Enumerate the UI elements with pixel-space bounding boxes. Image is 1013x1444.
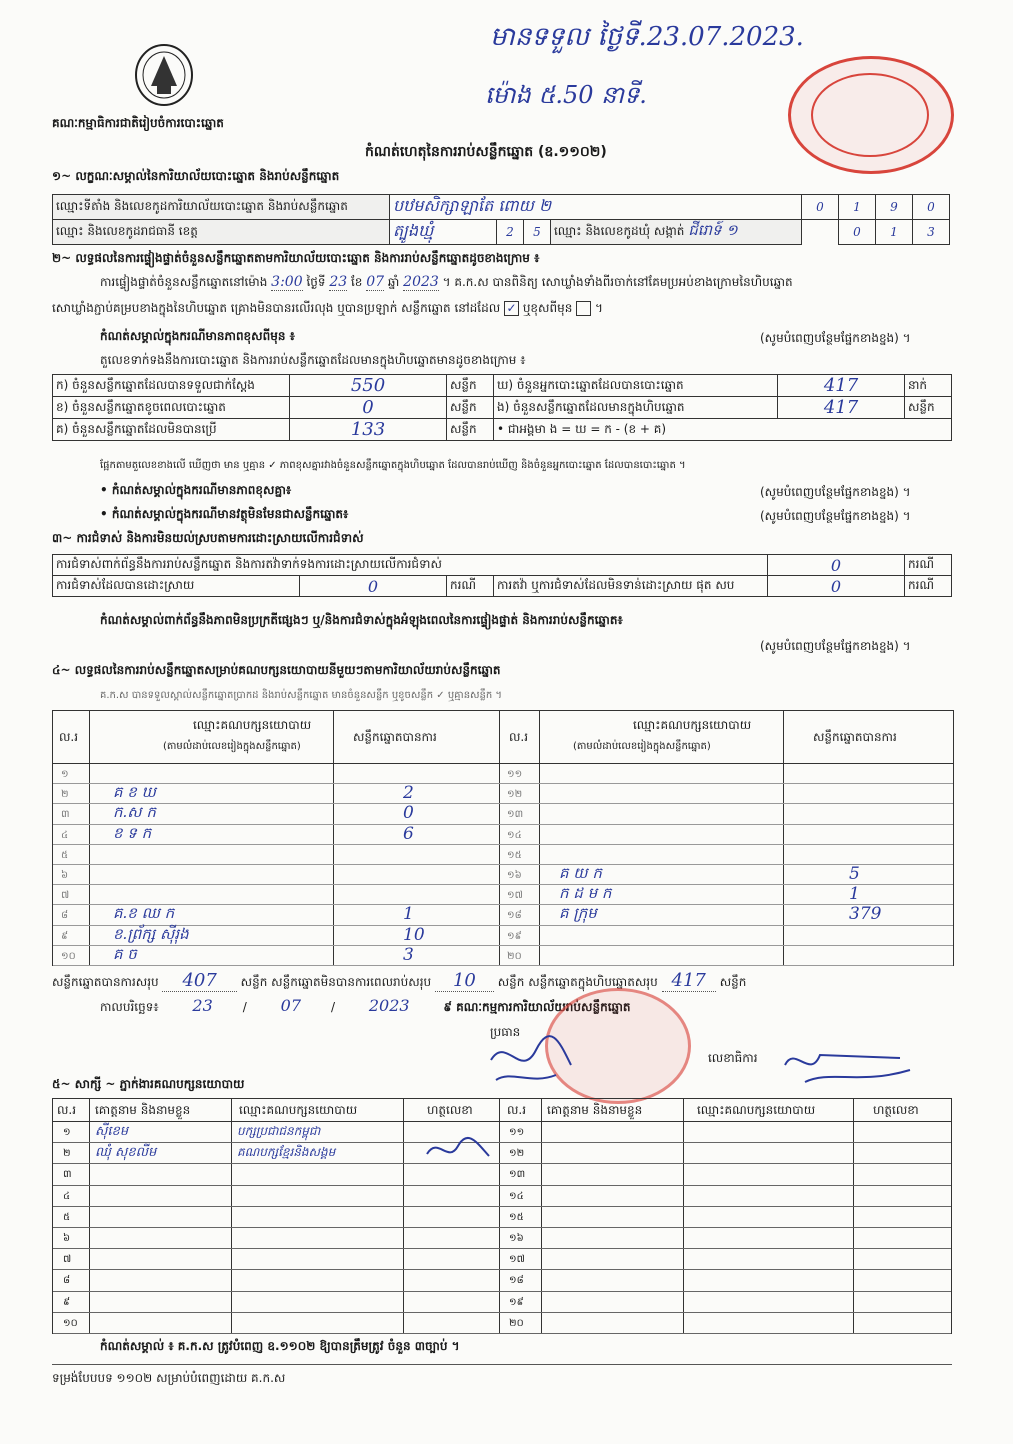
witness-row-name: ស៊ីខេម [95,1124,129,1139]
location-code-3: 9 [876,195,913,220]
voters-value: 417 [778,375,905,397]
party-row-no: ៨ [61,910,69,922]
witness-row-no: ៣ [63,1169,72,1181]
party-row-no: ១៨ [507,910,522,922]
received-note-2: ម៉ោង ៥.50 នាទី. [485,81,647,109]
party-row-votes: 5 [849,864,860,884]
same-checkbox[interactable]: ✓ [504,301,519,316]
location-value: បឋមសិក្សាឡាតែ ពោយ ២ [390,195,802,220]
party-row-no: ១៧ [507,890,523,902]
objections-count: 0 [768,555,905,576]
witness-row-no-right: ១៤ [509,1190,524,1202]
witness-row-no: ១ [63,1127,71,1138]
party-row-no: ៣ [61,809,70,821]
party-row-no: ២ [61,789,69,801]
section1-table [52,194,950,245]
province-value: ត្បូងឃ្មុំ [390,220,497,245]
actual-ballots-value: 550 [290,375,447,397]
party-row-votes: 1 [403,904,414,925]
resolved-count: 0 [300,576,447,597]
location-code-1: 0 [802,195,839,220]
party-row-no: ១៣ [507,809,524,821]
received-note-1: មានទទួល ថ្ងៃទី.23.07.2023. [490,22,804,52]
bullet-object: • កំណត់សម្គាល់ក្នុងករណីមានវត្ថុមិនមែនជាសន្លឹកឆ្នោត៖ [100,507,349,521]
witness-signature [423,1134,493,1172]
party-row-votes: 379 [849,904,882,925]
date-day: 23 [192,996,213,1015]
commune-label: ឈ្មោះ និងលេខកូដឃុំ សង្កាត់ ជីរោទ៍ ១ [551,220,802,245]
objection-table: ការជំទាស់ពាក់ព័ន្ធនឹងការរាប់សន្លឹកឆ្នោត និងការតវ៉ាទាក់ទងការដោះស្រាយលើការជំទាស់ 0 ករណី ការជំទាស់ដែលបានដោះស្រាយ 0 ករណី ការតវ៉ា ឬការជំទាស់ដែលមិនទាន់ដោះស្រាយ ផុត សប 0 ករណី [52,554,952,597]
party-row-no: ១ [61,769,69,780]
unresolved-count: 0 [768,576,905,597]
witness-row-no-right: ១២ [509,1148,525,1160]
witness-row-no-right: ១៩ [509,1296,524,1308]
party-row-name: គ យ ក [559,864,602,882]
party-row-votes: 0 [403,803,414,824]
witness-row-no: ២ [63,1148,71,1160]
witness-row-party: គណបក្សខ្មែរនិងសង្គម [237,1145,336,1160]
section4-subtitle: គ.ក.ស បានទទួលស្គាល់សន្លឹកឆ្នោតប្រាកដ និងរាប់សន្លឹកឆ្នោត មានចំនួនសន្លឹក ឬខូចសន្លឹក ✓ ឬគ្មានសន្លឹក ។ [100,690,503,701]
official-stamp-top [788,56,954,174]
party-row-no: ៦ [61,870,69,881]
party-row-no: ៥ [61,849,69,861]
province-code-2: 5 [524,220,551,245]
witness-row-no: ៦ [63,1233,71,1244]
witness-row-no-right: ១៥ [509,1211,524,1223]
results-table: ក) ចំនួនសន្លឹកឆ្នោតដែលបានទទួលជាក់ស្តែង 550 សន្លឹក ឃ) ចំនួនអ្នកបោះឆ្នោតដែលបានបោះឆ្នោត 417 នាក់ ខ) ចំនួនសន្លឹកឆ្នោតខូចពេលបោះឆ្នោត 0 សន្លឹក ង) ចំនួនសន្លឹកឆ្នោតដែលមានក្នុងហិបឆ្នោត 417 សន្លឹក គ) ចំនួនសន្លឹកឆ្នោតដែលមិនបានប្រើ 133 សន្លឹក • ជាអង្គមា ង = ឃ = ក - (ខ + គ) [52,374,952,441]
secretary-label: លេខាធិការ [708,1051,758,1065]
form-title: កំណត់ហេតុនៃការរាប់សន្លឹកឆ្នោត (ឧ.១១០២) [365,144,607,160]
party-row-no: ១៦ [507,870,522,881]
commune-code-1: 0 [839,220,876,245]
party-row-no: ១៤ [507,829,522,841]
different-checkbox[interactable] [576,301,591,316]
commune-code-3: 3 [913,220,950,245]
witness-row-no: ៧ [63,1254,72,1266]
total-box: 417 [662,970,716,992]
party-row-votes: 10 [403,924,425,945]
party-row-name: គ ខ ឃ [113,783,156,802]
check-time: 3:00 [271,274,303,290]
party-row-no: ២០ [507,950,522,962]
province-code-1: 2 [497,220,524,245]
witness-row-no-right: ១៧ [509,1254,525,1266]
witness-row-no-right: ១៦ [509,1233,524,1244]
check-day: 23 [329,274,348,290]
witness-row-no: ៤ [63,1190,71,1202]
party-row-name: គ.ខ ឈ ក [113,904,175,923]
witness-row-no-right: ១១ [509,1127,525,1138]
diff-note-label: កំណត់សម្គាល់ក្នុងករណីមានភាពខុសពីមុន ៖ [100,329,295,343]
party-row-no: ១០ [61,950,76,962]
party-row-no: ១៩ [507,930,522,942]
check-line-2: សោឃ្លាំងភ្ជាប់គម្របខាងក្នុងនៃហិបឆ្នោត គ្រោងមិនបានរលើរលុង ឬបានប្រឡាក់ សន្លឹកឆ្នោត នៅដដែល ✓ ឬខុសពីមុន ។ [52,301,603,315]
section1-title: ១~ លក្ខណៈសម្គាល់នៃការិយាល័យបោះឆ្នោត និងរាប់សន្លឹកឆ្នោត [52,169,340,183]
results-intro: តួលេខទាក់ទងនឹងការបោះឆ្នោត និងការរាប់សន្លឹកឆ្នោតដែលមានក្នុងហិបឆ្នោតមានដូចខាងក្រោម ៖ [100,353,526,367]
date-line: កាលបរិច្ឆេទ៖ 23 / 07 / 2023 ៩ គណៈកម្មការការិយាល័យរាប់សន្លឹកឆ្នោត [100,996,631,1015]
party-row-name: ក ដ ម ក [559,884,612,903]
witness-row-no-right: ២០ [509,1317,524,1329]
witness-row-no: ៩ [63,1296,71,1308]
section2-title: ២~ លទ្ធផលនៃការផ្ទៀងផ្ទាត់ចំនួនសន្លឹកឆ្នោតតាមការិយាល័យបោះឆ្នោត និងការរាប់សន្លឹកឆ្នោតដូចខាងក្រោម ៖ [52,251,540,265]
witness-row-name: ឈុំ សុខលីម [95,1145,157,1161]
org-name: គណៈកម្មាធិការជាតិរៀបចំការបោះឆ្នោត [52,116,224,130]
party-results: ល.រ ឈ្មោះគណបក្សនយោបាយ (តាមលំដាប់លេខរៀងក្នុងសន្លឹកឆ្នោត) សន្លឹកឆ្នោតបានការ ល.រ ឈ្មោះគណបក្សនយោបាយ (តាមលំដាប់លេខរៀងក្នុងសន្លឹកឆ្នោត) សន្លឹកឆ្នោតបានការ ១ ១១ ២ គ ខ ឃ 2 ១២ ៣ ក.ស ក 0 ១៣ ៤ ខ ទ ក 6 ១៤ ៥ ១៥ ៦ ១៦ គ យ ក 5 ៧ ១៧ ក ដ ម ក 1 ៨ គ.ខ ឈ ក 1 ១៨ គ ក្រុម 379 ៩ ខ.ព្រ័ក្ស ស៊ីរុង 10 ១៩ ១០ គ ច 3 ២០ [52,710,954,966]
unused-ballots-value: 133 [290,419,447,441]
party-row-no: ១៥ [507,849,522,861]
date-year: 2023 [368,996,410,1015]
location-label: ឈ្មោះទីតាំង និងលេខកូដការិយាល័យបោះឆ្នោត និងរាប់សន្លឹកឆ្នោត [53,195,390,220]
total-invalid: 10 [435,970,494,992]
check-year: 2023 [403,274,439,290]
objection-note: កំណត់សម្គាល់ពាក់ព័ន្ធនឹងភាពមិនប្រក្រតីផ្សេងៗ ឬ/និងការជំទាស់ក្នុងអំឡុងពេលនៃការផ្ទៀងផ្ទាត់ និងការរាប់សន្លឹកឆ្នោត៖ [100,613,623,627]
actual-ballots-label: ក) ចំនួនសន្លឹកឆ្នោតដែលបានទទួលជាក់ស្តែង [53,375,290,397]
date-month: 07 [280,996,301,1015]
section4-title: ៤~ លទ្ធផលនៃការរាប់សន្លឹកឆ្នោតសម្រាប់គណបក្សនយោបាយនីមួយៗតាមការិយាល័យរាប់សន្លឹកឆ្នោត [52,663,501,677]
bullet-diff: • កំណត់សម្គាល់ក្នុងករណីមានភាពខុសគ្នា៖ [100,483,292,497]
location-code-4: 0 [913,195,950,220]
party-row-votes: 1 [849,884,860,905]
party-row-no: ១១ [507,769,523,780]
secretary-signature [780,1040,920,1094]
chair-label: ប្រធាន [490,1025,521,1039]
ballots-in-box-value: 417 [778,397,905,419]
section5-title: ៥~ សាក្សី ~ ភ្នាក់ងារគណបក្សនយោបាយ [52,1077,245,1091]
province-label: ឈ្មោះ និងលេខកូដរាជធានី ខេត្ត [53,220,390,245]
party-row-no: ៧ [61,890,70,902]
party-row-votes: 6 [403,823,414,844]
party-row-no: ៤ [61,829,69,841]
compare-line: ផ្អែកតាមតួលេខខាងលើ ឃើញថា មាន ឬគ្មាន ✓ ភាពខុសគ្នារវាងចំនួនសន្លឹកឆ្នោតក្នុងហិបឆ្នោត ដែលបានរាប់ឃើញ និងចំនួនអ្នកបោះឆ្នោត ដែលបានបោះឆ្នោត ។ [100,460,686,471]
commune-code-2: 1 [876,220,913,245]
party-row-votes: 3 [403,944,414,965]
footer-bottom: ទម្រង់បែបបទ ១១០២ សម្រាប់បំពេញដោយ គ.ក.ស [52,1371,286,1385]
commune-value: ជីរោទ៍ ១ [688,221,738,239]
party-row-no: ៩ [61,930,69,942]
total-valid: 407 [162,970,236,992]
location-code-2: 1 [839,195,876,220]
totals-line: សន្លឹកឆ្នោតបានការសរុប 407 សន្លឹក សន្លឹកឆ្នោតមិនបានការពេលរាប់សរុប 10 សន្លឹក សន្លឹកឆ្នោតក្នុងហិបឆ្នោតសរុប 417 សន្លឹក [52,970,747,991]
diff-note-see-more: (សូមបំពេញបន្ថែមផ្នែកខាងខ្នង) ។ [760,331,911,345]
check-line-1: ការផ្ទៀងផ្ទាត់ចំនួនសន្លឹកឆ្នោតនៅម៉ោង 3:00 ថ្ងៃទី 23 ខែ 07 ឆ្នាំ 2023 ។ គ.ក.ស បានពិនិត្យ សោឃ្លាំងទាំងពីរចាក់នៅគែមប្រអប់ខាងក្រោមនៃហិបឆ្នោត [100,274,793,290]
bullet-object-see-more: (សូមបំពេញបន្ថែមផ្នែកខាងខ្នង) ។ [760,509,911,523]
party-row-name: គ ច [113,944,137,963]
witness-table: ល.រ គោត្តនាម និងនាមខ្លួន ឈ្មោះគណបក្សនយោបាយ ហត្ថលេខា ល.រ គោត្តនាម និងនាមខ្លួន ឈ្មោះគណបក្សនយោបាយ ហត្ថលេខា ១ ស៊ីខេម បក្សប្រជាជនកម្ពុជា ១១ ២ ឈុំ សុខលីម គណបក្សខ្មែរនិងសង្គម ១២ ៣ ១៣ ៤ ១៤ ៥ ១៥ ៦ ១៦ ៧ ១៧ ៨ ១៨ ៩ ១៩ ១០ ២០ [52,1098,952,1334]
nec-logo [133,42,195,108]
section3-title: ៣~ ការជំទាស់ និងការមិនយល់ស្របតាមការដោះស្រាយលើការជំទាស់ [52,531,364,545]
witness-row-no-right: ១៣ [509,1169,526,1181]
party-row-no: ១២ [507,789,523,801]
footer-note: កំណត់សម្គាល់ ៖ គ.ក.ស ត្រូវបំពេញ ឧ.១១០២ ឱ្យបានត្រឹមត្រូវ ចំនួន ៣ច្បាប់ ។ [100,1339,460,1353]
chair-signature [486,1030,576,1096]
witness-row-no: ១០ [63,1317,78,1329]
bullet-diff-see-more: (សូមបំពេញបន្ថែមផ្នែកខាងខ្នង) ។ [760,485,911,499]
check-month: 07 [366,274,385,290]
party-row-name: គ ក្រុម [559,904,597,923]
party-row-votes: 2 [403,783,414,804]
witness-row-no-right: ១៨ [509,1275,524,1287]
party-row-name: ខ.ព្រ័ក្ស ស៊ីរុង [113,924,189,943]
party-row-name: ខ ទ ក [113,823,152,842]
witness-row-no: ៨ [63,1275,71,1287]
witness-row-no: ៥ [63,1211,71,1223]
party-row-name: ក.ស ក [113,803,156,822]
witness-row-party: បក្សប្រជាជនកម្ពុជា [237,1124,321,1138]
objection-see-more: (សូមបំពេញបន្ថែមផ្នែកខាងខ្នង) ។ [760,639,911,653]
spoiled-ballots-value: 0 [290,397,447,419]
